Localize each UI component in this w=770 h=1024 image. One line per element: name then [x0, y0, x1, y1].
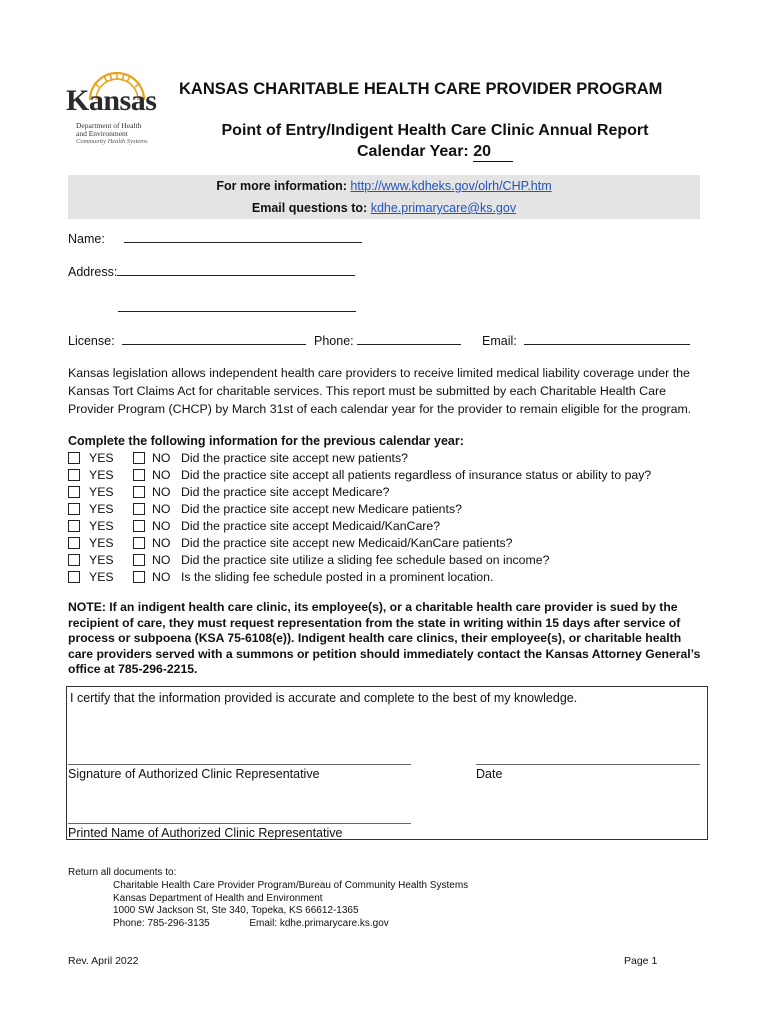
certification-box	[66, 686, 708, 840]
question-text: Is the sliding fee schedule posted in a prominent location.	[181, 570, 494, 584]
logo-department	[76, 122, 166, 146]
address-field-line1[interactable]	[117, 264, 355, 276]
return-email: Email: kdhe.primarycare.ks.gov	[249, 917, 389, 929]
printed-name-line[interactable]	[68, 823, 411, 824]
name-row	[68, 231, 362, 246]
no-checkbox[interactable]	[133, 469, 145, 481]
email-questions-link[interactable]: kdhe.primarycare@ks.gov	[370, 201, 517, 215]
certification-statement: I certify that the information provided is accurate and complete to the best of my knowledge.	[70, 691, 578, 705]
email-questions-row	[68, 201, 700, 215]
revision-date: Rev. April 2022	[68, 955, 139, 967]
signature-label: Signature of Authorized Clinic Representative	[68, 767, 320, 781]
address-row-2	[118, 300, 356, 315]
no-checkbox[interactable]	[133, 503, 145, 515]
date-label: Date	[476, 767, 503, 781]
return-line3: 1000 SW Jackson St, Ste 340, Topeka, KS 66612-1365	[113, 905, 359, 916]
kdhe-logo	[62, 72, 162, 152]
intro-paragraph: Kansas legislation allows independent health care providers to receive limited medical liability coverage under the Kansas Tort Claims Act for charitable services. This report must be submitted by each Charitable Health Care Provider Program (CHCP) by March 31st of each calendar year for the provider to remain eligible for the program.	[68, 366, 692, 416]
yes-checkbox[interactable]	[68, 537, 80, 549]
phone-field[interactable]	[357, 333, 461, 345]
calendar-year-field[interactable]: 20	[473, 143, 513, 162]
return-contact	[113, 918, 468, 931]
no-label: NO	[152, 468, 171, 482]
yes-label: YES	[89, 468, 114, 482]
question-text: Did the practice site accept Medicare?	[181, 485, 390, 499]
no-checkbox[interactable]	[133, 554, 145, 566]
phone-group	[314, 333, 461, 348]
no-checkbox[interactable]	[133, 486, 145, 498]
email-group	[482, 333, 690, 348]
no-label: NO	[152, 485, 171, 499]
yes-label: YES	[89, 502, 114, 516]
calendar-year	[160, 141, 710, 162]
yes-checkbox[interactable]	[68, 571, 80, 583]
yes-checkbox[interactable]	[68, 469, 80, 481]
no-label: NO	[152, 570, 171, 584]
legal-note: NOTE: If an indigent health care clinic, its employee(s), or a charitable health care provider is sued by the recipient of care, they must request representation from the state in writing within 15 days after service of process or subpoena (KSA 75-6108(e)). Indigent health care clinics, their employee(s), or charitable health care providers served with a summons or petition should immediately contact the Kansas Attorney General’s office at 785-296-2215.	[68, 600, 701, 676]
question-text: Did the practice site utilize a sliding fee schedule based on income?	[181, 553, 550, 567]
return-line2: Kansas Department of Health and Environment	[113, 892, 323, 904]
more-info-row	[68, 179, 700, 193]
no-checkbox[interactable]	[133, 571, 145, 583]
logo-dept-line3: Community Health Systems	[76, 138, 148, 145]
email-questions-label: Email questions to:	[251, 201, 368, 215]
more-info-link[interactable]: http://www.kdheks.gov/olrh/CHP.htm	[350, 179, 552, 193]
signature-line[interactable]	[68, 764, 411, 765]
calendar-year-label: Calendar Year:	[356, 143, 469, 160]
date-line[interactable]	[476, 764, 700, 765]
yes-label: YES	[89, 536, 114, 550]
name-field[interactable]	[124, 231, 362, 243]
yes-label: YES	[89, 485, 114, 499]
return-address	[113, 880, 468, 930]
yes-checkbox[interactable]	[68, 520, 80, 532]
yes-checkbox[interactable]	[68, 503, 80, 515]
printed-name-label: Printed Name of Authorized Clinic Representative	[68, 826, 343, 840]
questions-heading: Complete the following information for the previous calendar year:	[68, 434, 464, 448]
phone-label: Phone:	[314, 334, 354, 348]
return-line1: Charitable Health Care Provider Program/Bureau of Community Health Systems	[113, 880, 469, 891]
email-label: Email:	[482, 334, 517, 348]
program-title: KANSAS CHARITABLE HEALTH CARE PROVIDER PROGRAM	[179, 80, 663, 98]
yes-label: YES	[89, 570, 114, 584]
logo-wordmark: Kansas	[66, 84, 157, 117]
name-label: Name:	[68, 232, 105, 246]
license-field[interactable]	[122, 333, 306, 345]
email-field[interactable]	[524, 333, 690, 345]
report-subtitle	[160, 120, 710, 162]
page-number: Page 1	[624, 955, 658, 967]
return-phone: Phone: 785-296-3135	[113, 917, 210, 929]
more-info-label: For more information:	[216, 179, 347, 193]
address-row	[68, 264, 355, 279]
license-label: License:	[68, 334, 115, 348]
address-field-line2[interactable]	[118, 300, 356, 312]
no-label: NO	[152, 502, 171, 516]
no-label: NO	[152, 451, 171, 465]
question-text: Did the practice site accept new patients?	[181, 451, 408, 465]
address-label: Address:	[68, 265, 118, 279]
no-checkbox[interactable]	[133, 452, 145, 464]
contact-info-box	[68, 175, 700, 219]
logo-dept-line1: Department of Health	[76, 121, 142, 130]
question-text: Did the practice site accept Medicaid/KanCare?	[181, 519, 441, 533]
no-label: NO	[152, 519, 171, 533]
question-text: Did the practice site accept new Medicaid/KanCare patients?	[181, 536, 513, 550]
no-label: NO	[152, 536, 171, 550]
yes-label: YES	[89, 451, 114, 465]
logo-dept-line2: and Environment	[76, 129, 128, 138]
yes-checkbox[interactable]	[68, 486, 80, 498]
return-label: Return all documents to:	[68, 867, 177, 878]
yes-label: YES	[89, 553, 114, 567]
question-text: Did the practice site accept all patients regardless of insurance status or ability to pay?	[181, 468, 652, 482]
no-checkbox[interactable]	[133, 520, 145, 532]
no-label: NO	[152, 553, 171, 567]
question-text: Did the practice site accept new Medicare patients?	[181, 502, 462, 516]
yes-label: YES	[89, 519, 114, 533]
yes-checkbox[interactable]	[68, 554, 80, 566]
yes-checkbox[interactable]	[68, 452, 80, 464]
no-checkbox[interactable]	[133, 537, 145, 549]
report-name: Point of Entry/Indigent Health Care Clinic Annual Report	[221, 122, 649, 139]
license-phone-email-row	[68, 333, 306, 348]
